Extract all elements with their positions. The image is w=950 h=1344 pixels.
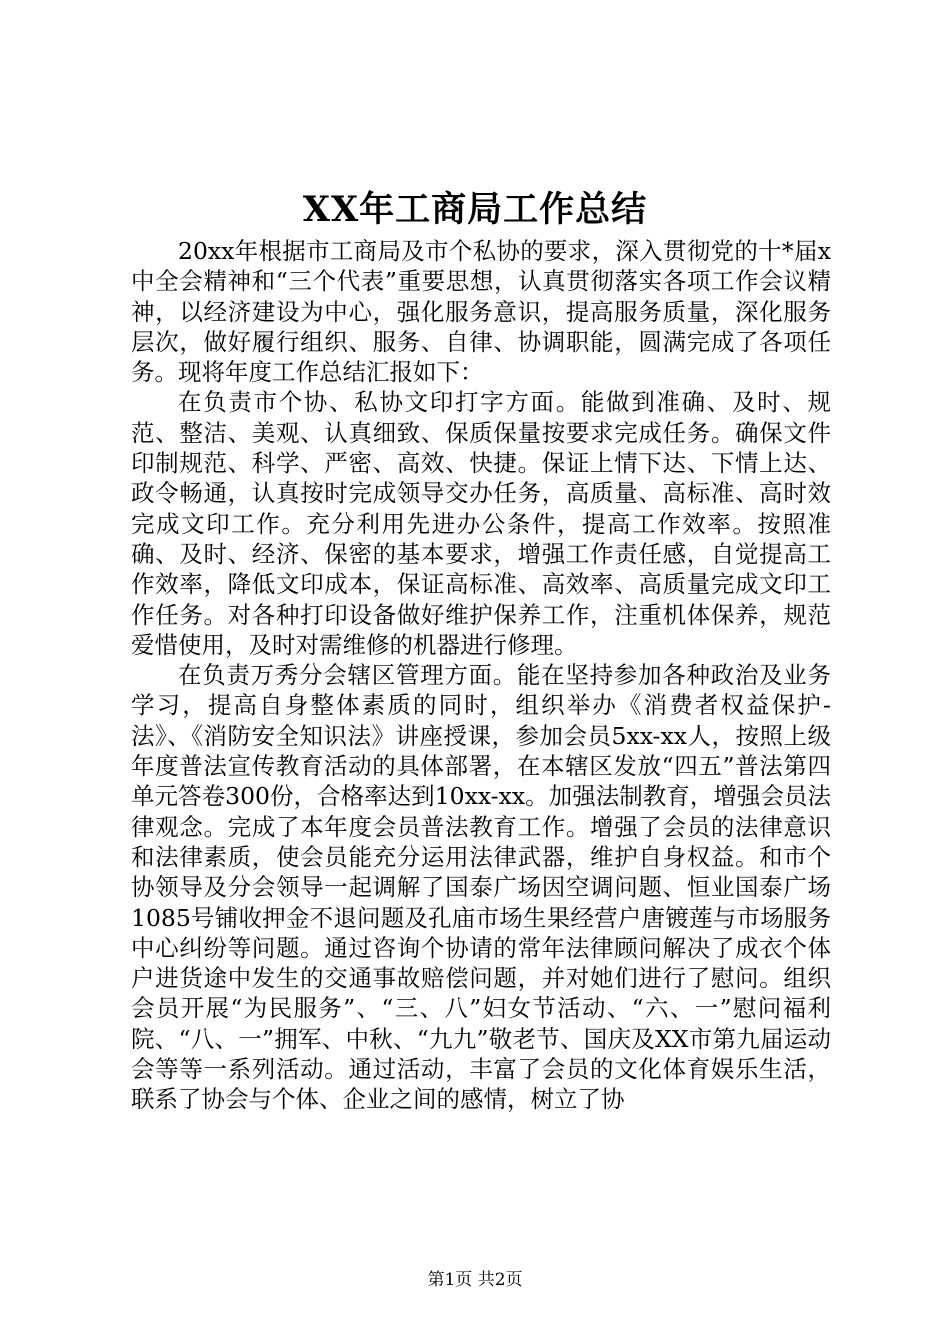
page-footer: 第1页 共2页 <box>427 1270 523 1290</box>
paragraph-printing-work: 在负责市个协、私协文印打字方面。能做到准确、及时、规范、整洁、美观、认真细致、保质保量按要求完成任务。确保文件印制规范、科学、严密、高效、快捷。保证上情下达、下情上达、政令畅通，认真按时完成领导交办任务，高质量、高标准、高时效完成文印工作。充分利用先进办公条件，提高工作效率。按照准确、及时、经济、保密的基本要求，增强工作责任感，自觉提高工作效率，降低文印成本，保证高标准、高效率、高质量完成文印工作任务。对各种打印设备做好维护保养工作，注重机体保养，规范爱惜使用，及时对需维修的机器进行修理。 <box>131 388 831 659</box>
document-body <box>131 236 831 1115</box>
document-title: XX年工商局工作总结 <box>302 189 648 230</box>
paragraph-branch-management: 在负责万秀分会辖区管理方面。能在坚持参加各种政治及业务学习，提高自身整体素质的同时，组织举办《消费者权益保护-法》、《消防安全知识法》讲座授课，参加会员5xx-xx人，按照上级年度普法宣传教育活动的具体部署，在本辖区发放“四五”普法第四单元答卷300份，合格率达到10xx-xx。加强法制教育，增强会员法律观念。完成了本年度会员普法教育工作。增强了会员的法律意识和法律素质，使会员能充分运用法律武器，维护自身权益。和市个协领导及分会领导一起调解了国泰广场因空调问题、恒业国泰广场1085号铺收押金不退问题及孔庙市场生果经营户唐镀莲与市场服务中心纠纷等问题。通过咨询个协请的常年法律顾问解决了成衣个体户进货途中发生的交通事故赔偿问题，并对她们进行了慰问。组织会员开展“为民服务”、“三、八”妇女节活动、“六、一”慰问福利院、“八、一”拥军、中秋、“九九”敬老节、国庆及XX市第九届运动会等等一系列活动。通过活动，丰富了会员的文化体育娱乐生活，联系了协会与个体、企业之间的感情，树立了协 <box>131 661 831 1114</box>
paragraph-intro: 20xx年根据市工商局及市个私协的要求，深入贯彻党的十*届x中全会精神和“三个代表”重要思想，认真贯彻落实各项工作会议精神，以经济建设为中心，强化服务意识，提高服务质量，深化服务层次，做好履行组织、服务、自律、协调职能，圆满完成了各项任务。现将年度工作总结汇报如下： <box>131 237 831 387</box>
